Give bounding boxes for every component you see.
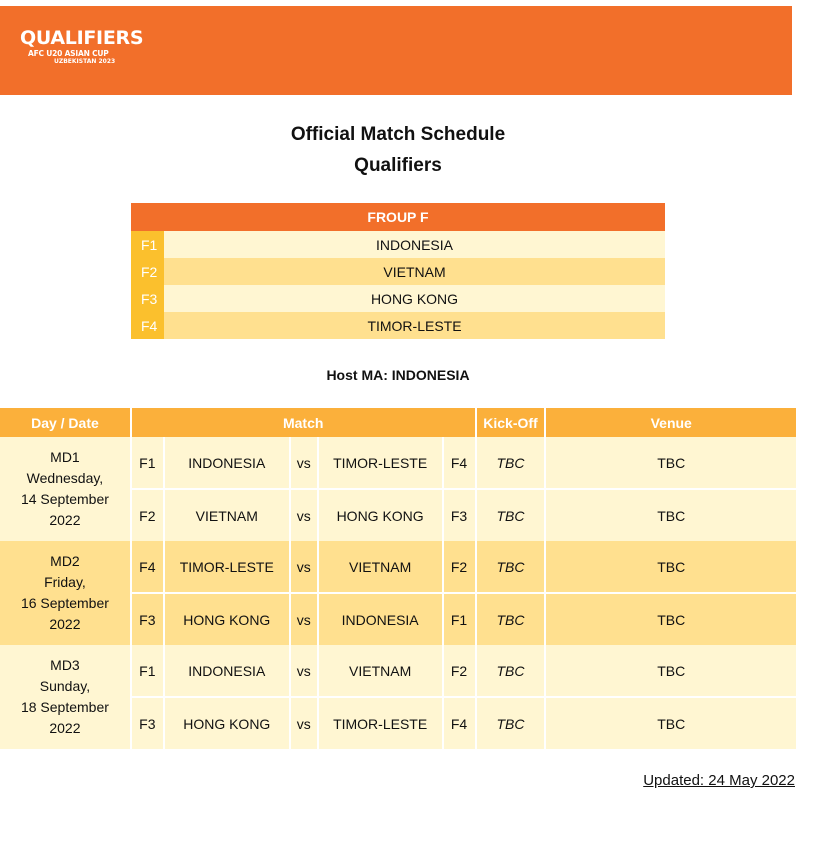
kickoff-time: TBC — [476, 489, 546, 541]
home-team: INDONESIA — [164, 437, 290, 489]
away-code: F2 — [443, 541, 476, 593]
logo-sub-text: AFC U20 ASIAN CUP — [28, 49, 109, 58]
away-code: F2 — [443, 645, 476, 697]
away-team: INDONESIA — [318, 593, 443, 645]
group-row — [131, 231, 665, 258]
kickoff-time: TBC — [476, 541, 546, 593]
group-heading: FROUP F — [131, 203, 665, 231]
team-code: F4 — [131, 312, 164, 339]
matchday-year: 2022 — [49, 512, 81, 528]
matchday-year: 2022 — [49, 616, 81, 632]
venue: TBC — [545, 697, 797, 749]
team-name: TIMOR-LESTE — [367, 317, 462, 334]
schedule-table — [0, 408, 798, 749]
vs-label: vs — [290, 541, 318, 593]
matchday-cell — [0, 437, 131, 541]
team-name: HONG KONG — [370, 290, 459, 307]
matchday-weekday: Friday, — [44, 574, 86, 590]
matchday-date: 14 September — [20, 491, 109, 507]
matchday-weekday: Sunday, — [39, 678, 91, 694]
logo-sub2-text: UZBEKISTAN 2023 — [54, 58, 116, 65]
updated-date: Updated: 24 May 2022 — [643, 772, 795, 789]
team-code: F1 — [131, 231, 164, 258]
page-subtitle: Qualifiers — [354, 155, 442, 176]
match-header: Match — [131, 408, 476, 437]
group-table — [131, 203, 665, 339]
kickoff-time: TBC — [476, 645, 546, 697]
table-row — [0, 541, 797, 593]
venue: TBC — [545, 593, 797, 645]
page-title: Official Match Schedule — [290, 124, 506, 145]
vs-label: vs — [290, 489, 318, 541]
away-code: F3 — [443, 489, 476, 541]
matchday-label: MD2 — [50, 553, 80, 569]
vs-label: vs — [290, 645, 318, 697]
away-team: HONG KONG — [318, 489, 443, 541]
venue: TBC — [545, 437, 797, 489]
home-code: F2 — [131, 489, 164, 541]
header-banner — [0, 6, 792, 95]
venue-header: Venue — [545, 408, 797, 437]
matchday-date: 16 September — [20, 595, 109, 611]
home-team: HONG KONG — [164, 697, 290, 749]
home-team: TIMOR-LESTE — [164, 541, 290, 593]
kickoff-time: TBC — [476, 437, 546, 489]
qualifiers-logo — [20, 28, 143, 66]
kickoff-time: TBC — [476, 697, 546, 749]
home-code: F1 — [131, 437, 164, 489]
table-row — [0, 437, 797, 489]
group-row — [131, 312, 665, 339]
matchday-cell — [0, 541, 131, 645]
home-team: VIETNAM — [164, 489, 290, 541]
vs-label: vs — [290, 697, 318, 749]
team-name: INDONESIA — [375, 236, 453, 253]
team-name: VIETNAM — [383, 263, 446, 280]
home-team: INDONESIA — [164, 645, 290, 697]
venue: TBC — [545, 645, 797, 697]
home-team: HONG KONG — [164, 593, 290, 645]
away-code: F1 — [443, 593, 476, 645]
matchday-year: 2022 — [49, 720, 81, 736]
day-date-header: Day / Date — [0, 408, 131, 437]
table-row — [0, 645, 797, 697]
home-code: F3 — [131, 593, 164, 645]
matchday-label: MD1 — [50, 449, 80, 465]
venue: TBC — [545, 489, 797, 541]
home-code: F4 — [131, 541, 164, 593]
away-team: VIETNAM — [318, 645, 443, 697]
team-code: F2 — [131, 258, 164, 285]
team-code: F3 — [131, 285, 164, 312]
vs-label: vs — [290, 437, 318, 489]
matchday-weekday: Wednesday, — [26, 470, 104, 486]
kickoff-header: Kick-Off — [476, 408, 546, 437]
schedule-header-row — [0, 408, 797, 437]
away-team: TIMOR-LESTE — [318, 697, 443, 749]
away-team: VIETNAM — [318, 541, 443, 593]
matchday-label: MD3 — [50, 657, 80, 673]
kickoff-time: TBC — [476, 593, 546, 645]
host-label: Host MA: INDONESIA — [326, 367, 470, 383]
away-code: F4 — [443, 697, 476, 749]
away-code: F4 — [443, 437, 476, 489]
matchday-date: 18 September — [20, 699, 109, 715]
vs-label: vs — [290, 593, 318, 645]
group-row — [131, 285, 665, 312]
away-team: TIMOR-LESTE — [318, 437, 443, 489]
logo-main-text: QUALIFIERS — [20, 27, 144, 49]
home-code: F1 — [131, 645, 164, 697]
venue: TBC — [545, 541, 797, 593]
group-row — [131, 258, 665, 285]
home-code: F3 — [131, 697, 164, 749]
matchday-cell — [0, 645, 131, 749]
